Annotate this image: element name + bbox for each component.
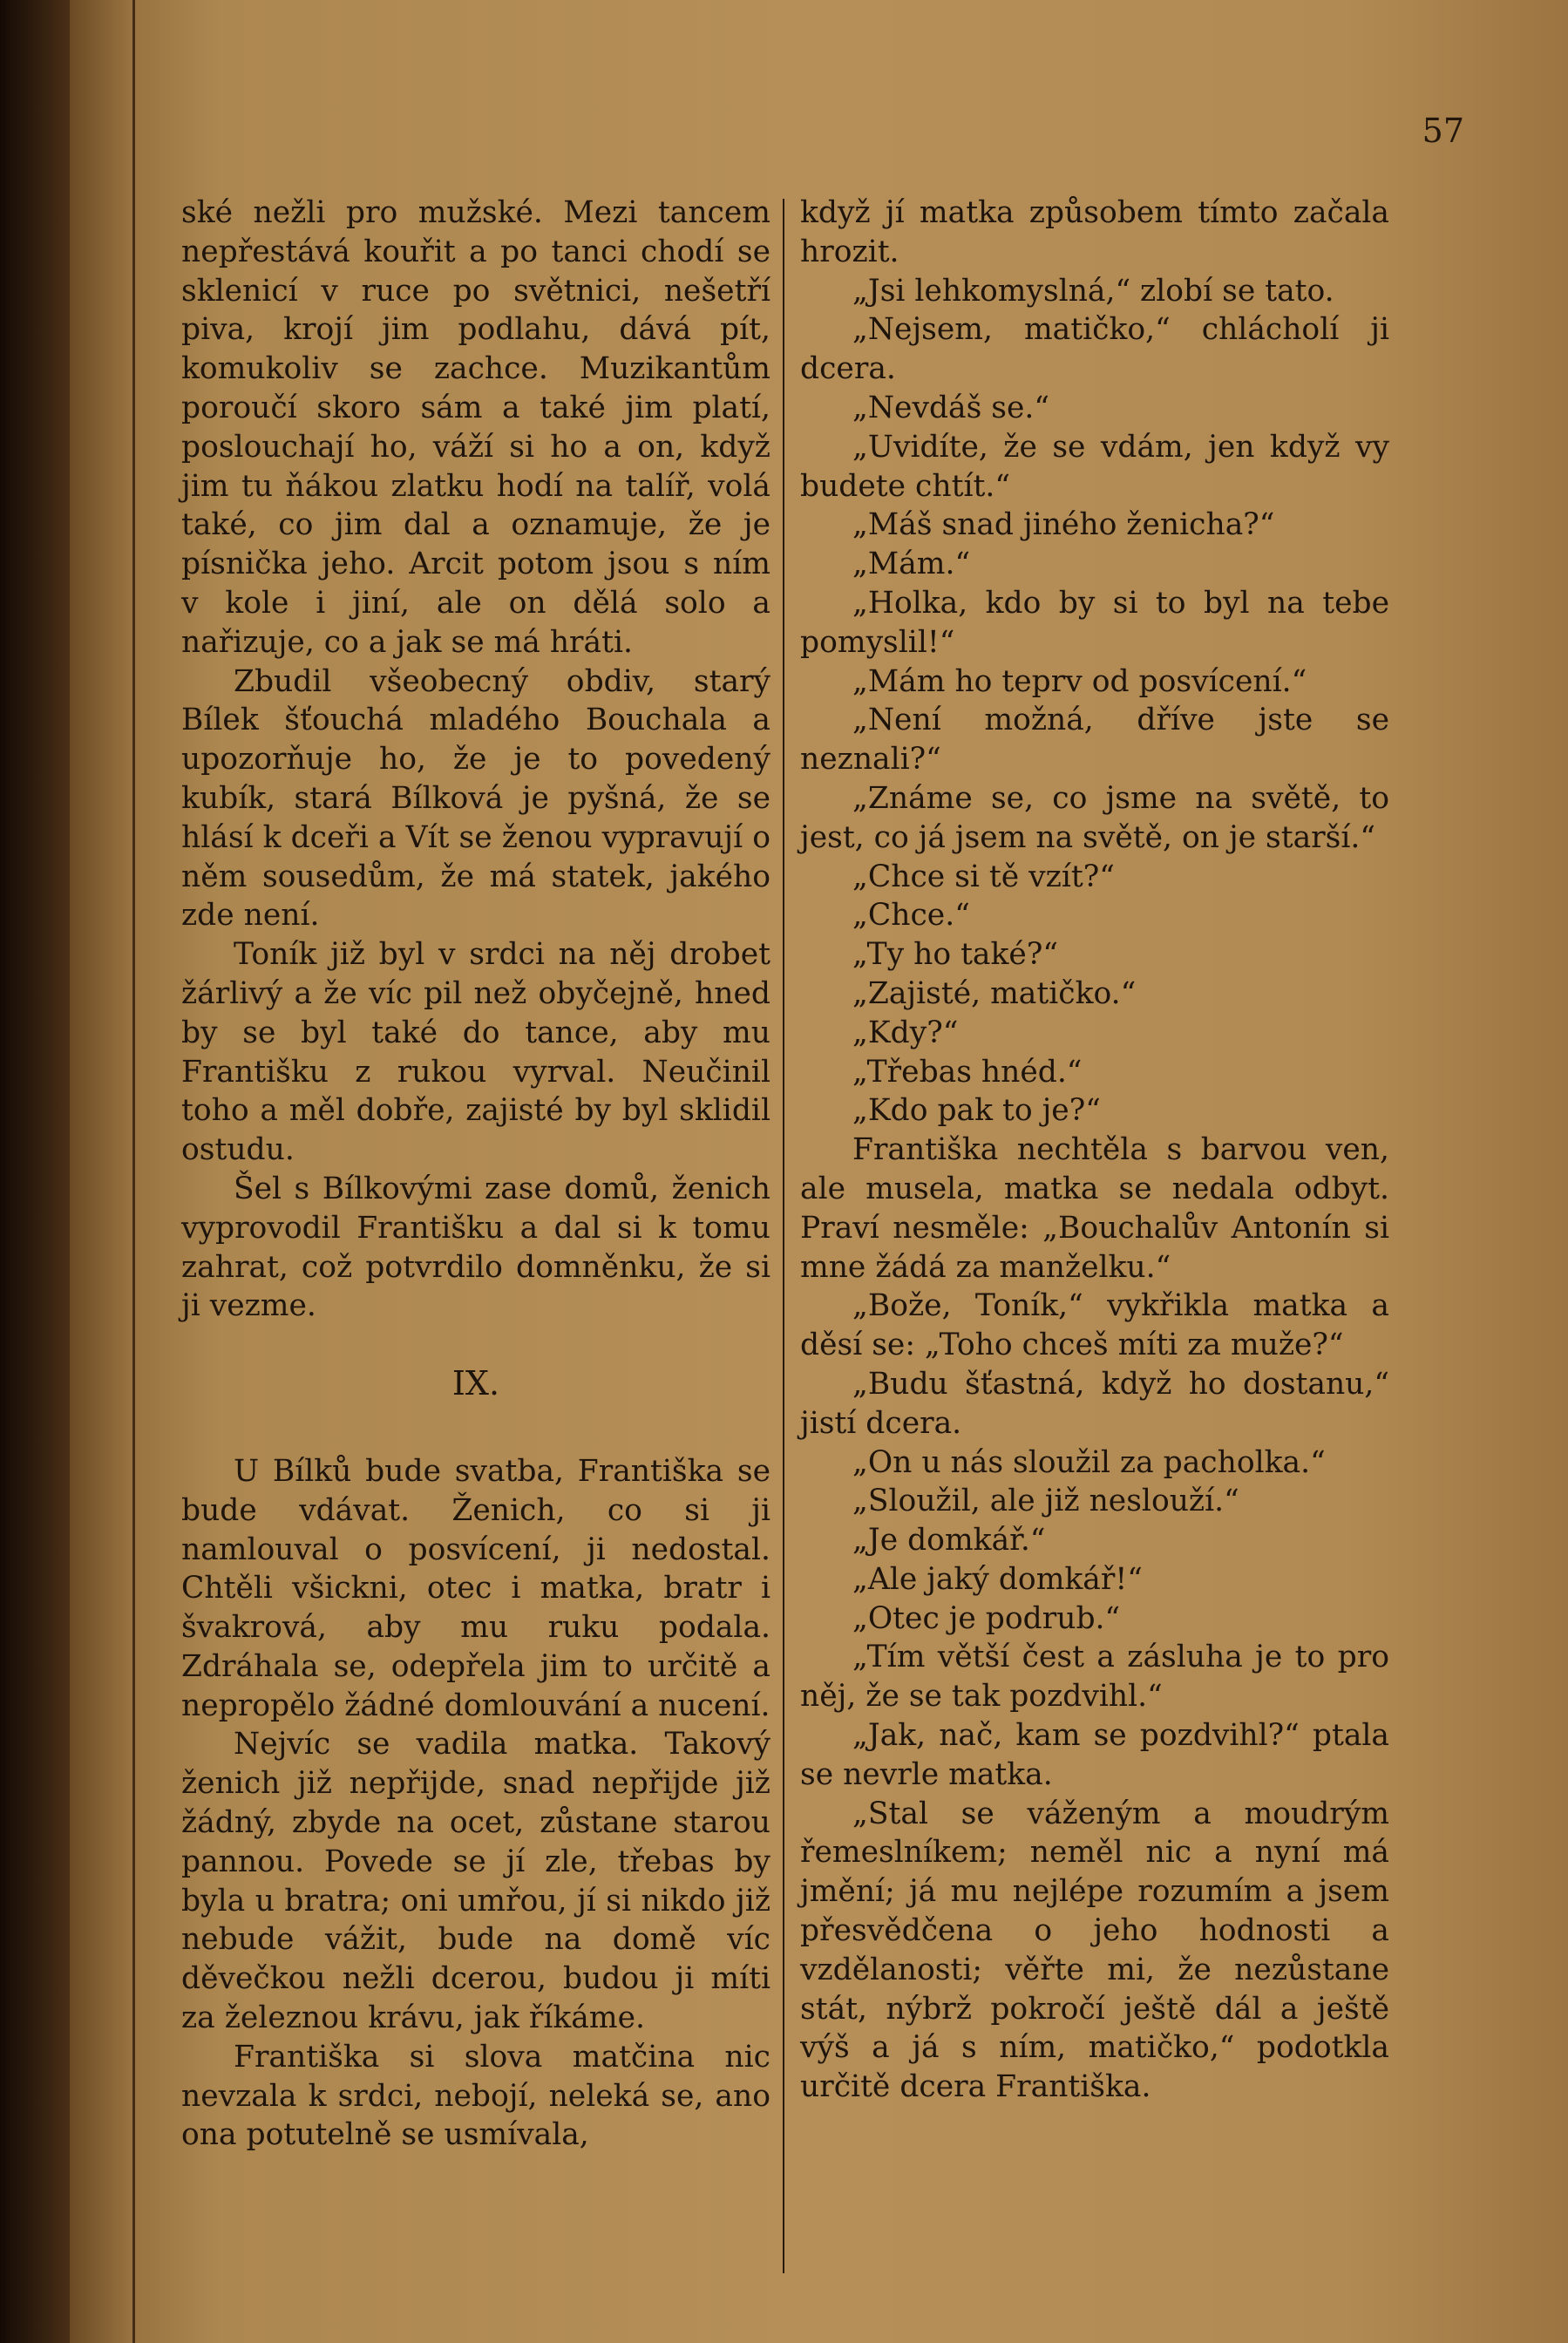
spine-edge xyxy=(132,0,135,2343)
dialogue-line: „Zajisté, matičko.“ xyxy=(852,975,1137,1011)
dialogue-line: „Kdy?“ xyxy=(852,1015,959,1050)
left-column xyxy=(181,194,770,2155)
book-binding xyxy=(0,0,70,2343)
paragraph: Františka nechtěla s barvou ven, ale musela, matka se nedala odbyt. Praví nesměle: „Bouchalův Antonín si mne žádá za manželku.“ xyxy=(800,1132,1389,1285)
dialogue-line: „Nevdáš se.“ xyxy=(852,390,1050,425)
dialogue-line: „Chce si tě vzít?“ xyxy=(852,859,1115,894)
dialogue-line: „Mám.“ xyxy=(852,547,971,582)
dialogue-line: „Mám ho teprv od posvícení.“ xyxy=(852,663,1307,699)
dialogue-line: „On u nás sloužil za pacholka.“ xyxy=(852,1444,1326,1480)
right-column xyxy=(800,194,1389,2107)
paragraph: Nejvíc se vadila matka. Takový ženich již nepřijde, snad nepřijde již žádný, zbyde na ocet, zůstane starou pannou. Povede se jí zle, třebas by byla u bratra; oni umřou, jí si nikdo již nebude vážit, bude na domě víc děvečkou nežli dcerou, budou ji míti za železnou krávu, jak říkáme. xyxy=(181,1727,770,2036)
paragraph: Toník již byl v srdci na něj drobet žárlivý a že víc pil než obyčejně, hned by se byl také do tance, aby mu Františku z rukou vyrval. Neučinil toho a měl dobře, zajisté by byl sklidil ostudu. xyxy=(181,937,770,1168)
dialogue-line: „Stal se váženým a moudrým řemeslníkem; neměl nic a nyní má jmění; já mu nejlépe rozumím a jsem přesvědčena o jeho hodnosti a vzdělanosti; věřte mi, že nezůstane stát, nýbrž pokročí ještě dál a ještě výš a já s ním, matičko,“ podotkla určitě dcera Františka. xyxy=(800,1796,1389,2105)
paragraph: U Bílků bude svatba, Františka se bude vdávat. Ženich, co si ji namlouval o posvícení, ji nedostal. Chtěli všickni, otec i matka, bratr i švakrová, aby mu ruku podala. Zdráhala se, odepřela jim to určitě a nepropělo žádné domlouvání a nucení. xyxy=(181,1453,770,1723)
dialogue-line: „Chce.“ xyxy=(852,898,970,934)
dialogue-line: „Nejsem, matičko,“ chlácholí ji dcera. xyxy=(800,312,1389,387)
dialogue-line: „Známe se, co jsme na světě, to jest, co já jsem na světě, on je starší.“ xyxy=(800,780,1389,855)
book-page xyxy=(70,0,1568,2343)
paragraph: ské nežli pro mužské. Mezi tancem nepřestává kouřit a po tanci chodí se sklenicí v ruce po světnici, nešetří piva, krojí jim podlahu, dává pít, komukoliv se zachce. Muzikantům poroučí skoro sám a také jim platí, poslouchají ho, váží si ho a on, když jim tu ňákou zlatku hodí na talíř, volá také, co jim dal a oznamuje, že je písnička jeho. Arcit potom jsou s ním v kole i jiní, ale on dělá solo a nařizuje, co a jak se má hráti. xyxy=(181,195,770,660)
paragraph: Zbudil všeobecný obdiv, starý Bílek šťouchá mladého Bouchala a upozorňuje ho, že je to povedený kubík, stará Bílková je pyšná, že se hlásí k dceři a Vít se ženou vypravují o něm sousedům, že má statek, jakého zde není. xyxy=(181,663,770,934)
dialogue-line: „Uvidíte, že se vdám, jen když vy budete chtít.“ xyxy=(800,429,1389,504)
dialogue-line: „Kdo pak to je?“ xyxy=(852,1093,1101,1129)
paragraph: Františka si slova matčina nic nevzala k srdci, nebojí, neleká se, ano ona potutelně se usmívala, xyxy=(181,2039,770,2153)
dialogue-line: „Ale jaký domkář!“ xyxy=(852,1561,1143,1597)
dialogue-line: „Je domkář.“ xyxy=(852,1523,1046,1559)
dialogue-line: „Třebas hnéd.“ xyxy=(852,1054,1083,1090)
dialogue-line: „Máš snad jiného ženicha?“ xyxy=(852,507,1275,543)
dialogue-line: „Sloužil, ale již neslouží.“ xyxy=(852,1484,1239,1519)
dialogue-line: „Budu šťastná, když ho dostanu,“ jistí dcera. xyxy=(800,1366,1389,1441)
page-number: 57 xyxy=(1422,112,1464,150)
dialogue-line: „Jsi lehkomyslná,“ zlobí se tato. xyxy=(852,273,1334,309)
chapter-heading: IX. xyxy=(451,1364,500,1403)
dialogue-line: „Jak, nač, kam se pozdvihl?“ ptala se nevrle matka. xyxy=(800,1718,1389,1792)
dialogue-line: „Není možná, dříve jste se neznali?“ xyxy=(800,703,1389,778)
dialogue-line: „Otec je podrub.“ xyxy=(852,1600,1121,1636)
dialogue-line: „Holka, kdo by si to byl na tebe pomyslil!“ xyxy=(800,585,1389,660)
paragraph: když jí matka způsobem tímto začala hrozit. xyxy=(800,195,1389,269)
dialogue-line: „Tím větší čest a zásluha je to pro něj, že se tak pozdvihl.“ xyxy=(800,1640,1389,1715)
dialogue-line: „Bože, Toník,“ vykřikla matka a děsí se: „Toho chceš míti za muže?“ xyxy=(800,1288,1389,1363)
column-divider xyxy=(783,199,784,2273)
paragraph: Šel s Bílkovými zase domů, ženich vyprovodil Františku a dal si k tomu zahrat, což potvrdilo domněnku, že si ji vezme. xyxy=(181,1171,770,1324)
dialogue-line: „Ty ho také?“ xyxy=(852,937,1058,973)
